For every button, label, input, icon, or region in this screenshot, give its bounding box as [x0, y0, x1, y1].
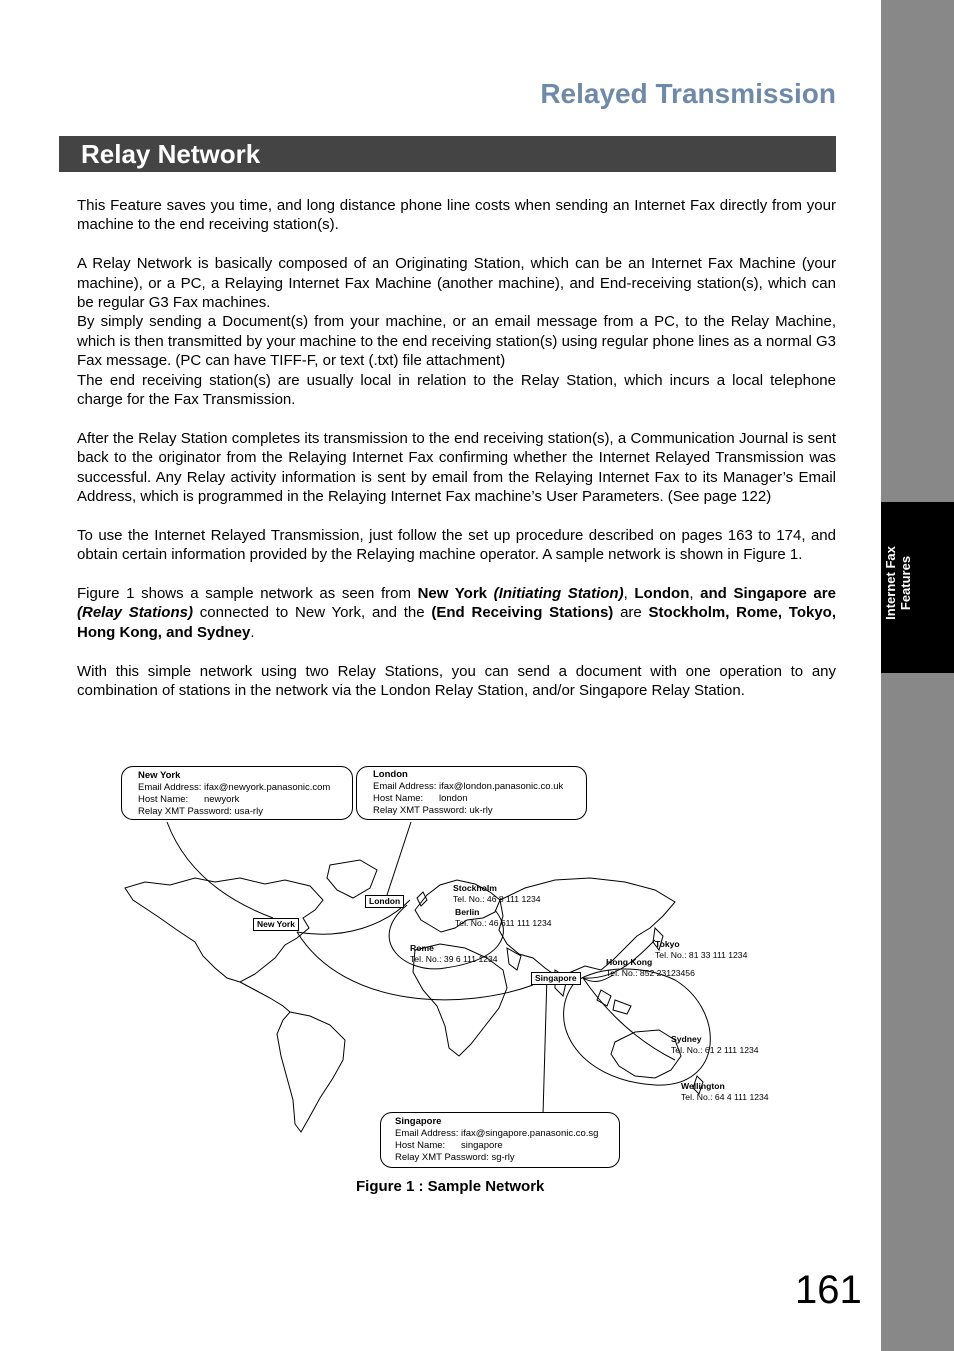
- chapter-tab-label: Internet Fax Features: [883, 546, 913, 620]
- body-text: [77, 196, 836, 700]
- section-heading-bar: [59, 136, 836, 172]
- new-york-tag: New York: [253, 918, 299, 931]
- singapore-info-box: Singapore Email Address: ifax@singapore.panasonic.co.sg Host Name: singapore Relay XMT Password: sg-rly: [380, 1112, 620, 1168]
- page-number: 161: [795, 1268, 862, 1312]
- tokyo-label: Tokyo Tel. No.: 81 33 111 1234: [655, 939, 748, 960]
- right-sidebar: [881, 0, 954, 1351]
- berlin-label: Berlin Tel. No.: 46 611 111 1234: [455, 907, 552, 928]
- wellington-label: Wellington Tel. No.: 64 4 111 1234: [681, 1081, 769, 1102]
- paragraph-4: The end receiving station(s) are usually local in relation to the Relay Station, which incurs a local telephone charge for the Fax Transmission.: [77, 371, 836, 409]
- chapter-tab[interactable]: [881, 502, 954, 673]
- stockholm-label: Stockholm Tel. No.: 46 8 111 1234: [453, 883, 541, 904]
- hong-kong-label: Hong Kong Tel. No.: 852 23123456: [606, 957, 695, 978]
- paragraph-8: With this simple network using two Relay Stations, you can send a document with one operation to any combination of stations in the network via the London Relay Station, and/or Singapore Relay Station.: [77, 662, 836, 700]
- new-york-info-box: New York Email Address: ifax@newyork.panasonic.com Host Name: newyork Relay XMT Password: usa-rly: [121, 766, 353, 820]
- figure-caption: Figure 1 : Sample Network: [356, 1178, 545, 1195]
- london-tag: London: [365, 895, 404, 908]
- sydney-label: Sydney Tel. No.: 61 2 111 1234: [671, 1034, 759, 1055]
- paragraph-3: By simply sending a Document(s) from your machine, or an email message from a PC, to the Relay Machine, which is then transmitted by your machine to the end receiving station(s) using regular phone lines as a normal G3 Fax message. (PC can have TIFF-F, or text (.txt) file attachment): [77, 313, 836, 370]
- paragraph-2: A Relay Network is basically composed of an Originating Station, which can be an Internet Fax Machine (your machine), or a PC, a Relaying Internet Fax Machine (another machine), and End-receiving station(s), which can be regular G3 Fax machines.: [77, 255, 836, 312]
- sample-network-figure: [115, 760, 795, 1175]
- singapore-tag: Singapore: [531, 972, 581, 985]
- section-title: Relay Network: [81, 139, 261, 169]
- paragraph-1: This Feature saves you time, and long distance phone line costs when sending an Internet Fax directly from your machine to the end receiving station(s).: [77, 197, 836, 234]
- rome-label: Rome Tel. No.: 39 6 111 1234: [410, 943, 498, 964]
- paragraph-6: To use the Internet Relayed Transmission, just follow the set up procedure described on pages 163 to 174, and obtain certain information provided by the Relaying machine operator. A sample network is shown in Figure 1.: [77, 526, 836, 564]
- london-info-box: London Email Address: ifax@london.panasonic.co.uk Host Name: london Relay XMT Password: uk-rly: [356, 766, 587, 820]
- page-header-title: Relayed Transmission: [540, 78, 836, 109]
- paragraph-7: Figure 1 shows a sample network as seen from New York (Initiating Station), London, and Singapore are (Relay Stations) connected to New York, and the (End Receiving Stations) are Stockholm, Rome, Tokyo, Hong Kong, and Sydney.: [77, 585, 836, 641]
- paragraph-5: After the Relay Station completes its transmission to the end receiving station(s), a Communication Journal is sent back to the originator from the Relaying Internet Fax confirming whether the Internet Relayed Transmission was successful. Any Relay activity information is sent by email from the Relaying Internet Fax to its Manager’s Email Address, which is programmed in the Relaying Internet Fax machine’s User Parameters. (See page 122): [77, 429, 836, 506]
